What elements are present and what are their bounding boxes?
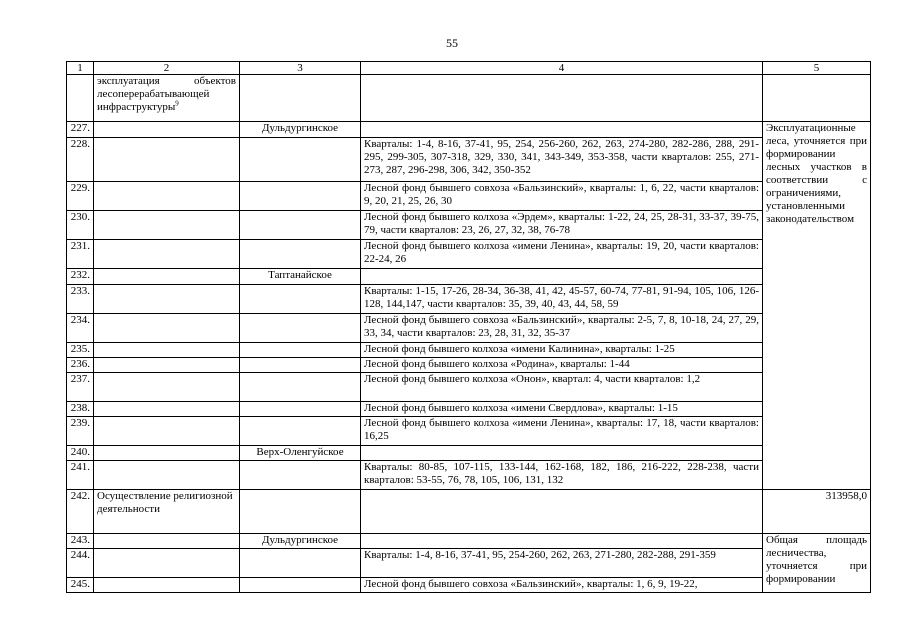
row-number: 245. [67, 578, 94, 593]
quarters-description: Лесной фонд бывшего колхоза «имени Ленина», кварталы: 17, 18, части кварталов: 16,25 [361, 417, 763, 446]
quarters-description: Лесной фонд бывшего колхоза «имени Калинина», кварталы: 1-25 [361, 343, 763, 358]
row-number: 243. [67, 534, 94, 549]
table-row [67, 534, 871, 549]
row-number: 238. [67, 402, 94, 417]
row-number: 235. [67, 343, 94, 358]
activity-cell: Осуществление религиозной деятельности [94, 490, 240, 534]
row-number: 239. [67, 417, 94, 446]
forestry-district: Таптанайское [240, 269, 361, 285]
table-row [67, 122, 871, 138]
table-row [67, 314, 871, 343]
quarters-description: Лесной фонд бывшего колхоза «Онон», квартал: 4, части кварталов: 1,2 [361, 373, 763, 402]
table-row [67, 461, 871, 490]
table-row [67, 138, 871, 182]
row-number: 227. [67, 122, 94, 138]
note-cell: Эксплуатационные леса, уточняется при формировании лесных участков в соответствии с ограничениями, установленными законодательством [763, 122, 871, 490]
table-row [67, 549, 871, 578]
row-number: 232. [67, 269, 94, 285]
table-row [67, 269, 871, 285]
table-row [67, 343, 871, 358]
footnote-marker: 9 [175, 99, 179, 108]
table-row-continuation [67, 75, 871, 122]
table-row [67, 182, 871, 211]
row-number: 234. [67, 314, 94, 343]
table-row [67, 578, 871, 593]
table-row [67, 240, 871, 269]
activity-text: эксплуатация объектов лесоперерабатывающей инфраструктуры [97, 75, 236, 113]
page-number: 55 [446, 36, 458, 50]
table-row [67, 358, 871, 373]
quarters-description: Лесной фонд бывшего колхоза «имени Ленина», кварталы: 19, 20, части кварталов: 22-24, 26 [361, 240, 763, 269]
row-number: 231. [67, 240, 94, 269]
header-col-5: 5 [763, 62, 871, 75]
row-number: 230. [67, 211, 94, 240]
table-row [67, 211, 871, 240]
table-row [67, 490, 871, 534]
note-cell: Общая площадь лесничества, уточняется при формировании [763, 534, 871, 593]
quarters-description: Лесной фонд бывшего колхоза «Родина», кварталы: 1-44 [361, 358, 763, 373]
area-value: 313958,0 [763, 490, 871, 534]
row-number: 236. [67, 358, 94, 373]
table-row [67, 285, 871, 314]
header-col-2: 2 [94, 62, 240, 75]
forestry-district: Дульдургинское [240, 122, 361, 138]
quarters-description: Лесной фонд бывшего колхоза «имени Свердлова», кварталы: 1-15 [361, 402, 763, 417]
row-number: 228. [67, 138, 94, 182]
table-row [67, 373, 871, 402]
row-number: 229. [67, 182, 94, 211]
table-row [67, 402, 871, 417]
header-col-3: 3 [240, 62, 361, 75]
quarters-description: Лесной фонд бывшего совхоза «Бальзинский», кварталы: 1, 6, 22, части кварталов: 9, 20, 21, 25, 26, 30 [361, 182, 763, 211]
table-row [67, 446, 871, 461]
row-number: 233. [67, 285, 94, 314]
activity-cell [94, 75, 240, 122]
quarters-description: Кварталы: 1-4, 8-16, 37-41, 95, 254, 256-260, 262, 263, 274-280, 282-286, 288, 291-295, 299-305, 307-318, 329, 330, 341, 343-349, 353-358, части кварталов: 255, 271-273, 287, 296-298, 306, 342, 350-352 [361, 138, 763, 182]
header-col-4: 4 [361, 62, 763, 75]
header-row [67, 62, 871, 75]
quarters-description: Кварталы: 80-85, 107-115, 133-144, 162-168, 182, 186, 216-222, 228-238, части кварталов: 53-55, 76, 78, 105, 106, 131, 132 [361, 461, 763, 490]
row-number: 242. [67, 490, 94, 534]
forest-allocation-table [66, 61, 871, 593]
quarters-description: Лесной фонд бывшего совхоза «Бальзинский», кварталы: 2-5, 7, 8, 10-18, 24, 27, 29, 33, 34, части кварталов: 23, 28, 31, 32, 35-37 [361, 314, 763, 343]
row-number: 241. [67, 461, 94, 490]
row-number: 240. [67, 446, 94, 461]
table-row [67, 417, 871, 446]
forestry-district: Верх-Оленгуйское [240, 446, 361, 461]
quarters-description: Кварталы: 1-15, 17-26, 28-34, 36-38, 41, 42, 45-57, 60-74, 77-81, 91-94, 105, 106, 126-128, 144,147, части кварталов: 35, 39, 40, 43, 44, 58, 59 [361, 285, 763, 314]
row-number: 237. [67, 373, 94, 402]
row-number: 244. [67, 549, 94, 578]
quarters-description: Лесной фонд бывшего колхоза «Эрдем», кварталы: 1-22, 24, 25, 28-31, 33-37, 39-75, 79, части кварталов: 23, 26, 27, 32, 38, 76-78 [361, 211, 763, 240]
forestry-district: Дульдургинское [240, 534, 361, 549]
quarters-description: Лесной фонд бывшего совхоза «Бальзинский», кварталы: 1, 6, 9, 19-22, [361, 578, 763, 593]
quarters-description: Кварталы: 1-4, 8-16, 37-41, 95, 254-260, 262, 263, 271-280, 282-288, 291-359 [361, 549, 763, 578]
header-col-1: 1 [67, 62, 94, 75]
